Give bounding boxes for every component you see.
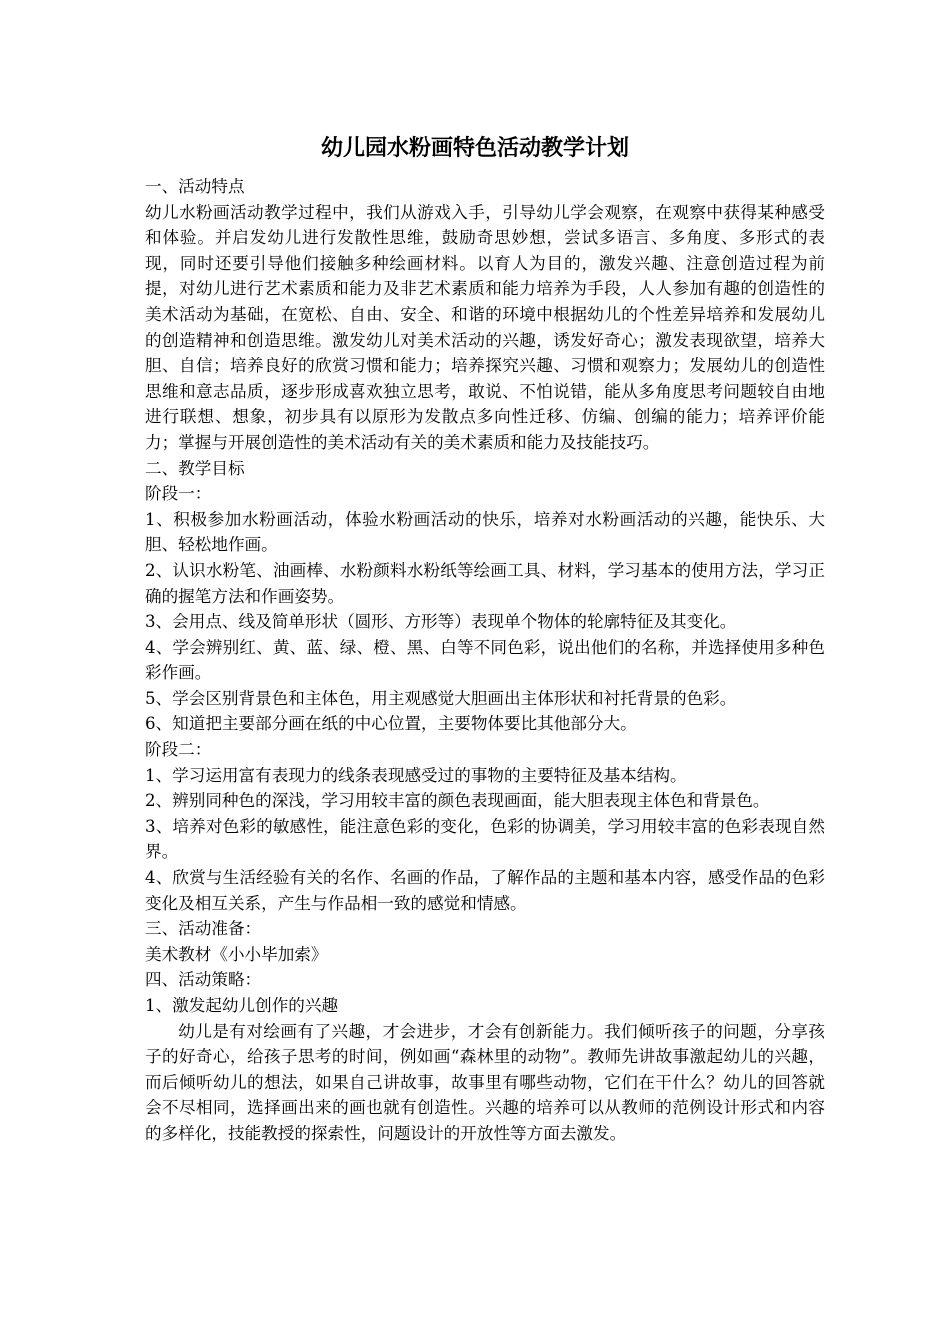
stage-one-heading: 阶段一： bbox=[145, 484, 212, 504]
stage-one-item: 6、知道把主要部分画在纸的中心位置，主要物体要比其他部分大。 bbox=[145, 714, 637, 734]
section-heading-strategy: 四、活动策略： bbox=[145, 970, 262, 990]
stage-one-item: 5、学会区别背景色和主体色，用主观感觉大胆画出主体形状和衬托背景的色彩。 bbox=[145, 688, 737, 708]
paragraph-strategy: 幼儿是有对绘画有了兴趣，才会进步，才会有创新能力。我们倾听孩子的问题，分享孩子的好奇心，给孩子思考的时间，例如画“森林里的动物”。教师先讲故事激起幼儿的兴趣，而后倾听幼儿的想法，如果自己讲故事，故事里有哪些动物，它们在干什么？幼儿的回答就会不尽相同，选择画出来的画也就有创造性。兴趣的培养可以从教师的范例设计形式和内容的多样化，技能教授的探索性，问题设计的开放性等方面去激发。 bbox=[145, 1021, 825, 1143]
section-heading-goals: 二、教学目标 bbox=[145, 458, 245, 478]
section-heading-preparation: 三、活动准备： bbox=[145, 919, 262, 939]
stage-one-item: 3、会用点、线及简单形状（圆形、方形等）表现单个物体的轮廓特征及其变化。 bbox=[145, 612, 737, 632]
preparation-material: 美术教材《小小毕加索》 bbox=[145, 944, 328, 964]
stage-one-item: 1、积极参加水粉画活动，体验水粉画活动的快乐，培养对水粉画活动的兴趣，能快乐、大胆、轻松地作画。 bbox=[145, 509, 825, 555]
stage-one-item: 2、认识水粉笔、油画棒、水粉颜料水粉纸等绘画工具、材料，学习基本的使用方法，学习正确的握笔方法和作画姿势。 bbox=[145, 560, 825, 606]
document-title: 幼儿园水粉画特色活动教学计划 bbox=[320, 136, 629, 161]
paragraph-features: 幼儿水粉画活动教学过程中，我们从游戏入手，引导幼儿学会观察，在观察中获得某种感受和体验。并启发幼儿进行发散性思维，鼓励奇思妙想，尝试多语言、多角度、多形式的表现，同时还要引导他们接触多种绘画材料。以育人为目的，激发兴趣、注意创造过程为前提，对幼儿进行艺术素质和能力及非艺术素质和能力培养为手段，人人参加有趣的创造性的美术活动为基础，在宽松、自由、安全、和谐的环境中根据幼儿的个性差异培养和发展幼儿的创造精神和创造思维。激发幼儿对美术活动的兴趣，诱发好奇心；激发表现欲望，培养大胆、自信；培养良好的欣赏习惯和能力；培养探究兴趣、习惯和观察力；发展幼儿的创造性思维和意志品质，逐步形成喜欢独立思考，敢说、不怕说错，能从多角度思考问题较自由地进行联想、想象，初步具有以原形为发散点多向性迁移、仿编、创编的能力；培养评价能力；掌握与开展创造性的美术活动有关的美术素质和能力及技能技巧。 bbox=[145, 202, 825, 452]
document-body bbox=[145, 174, 825, 1147]
stage-two-item: 2、辨别同种色的深浅，学习用较丰富的颜色表现画面，能大胆表现主体色和背景色。 bbox=[145, 791, 770, 811]
stage-two-item: 3、培养对色彩的敏感性，能注意色彩的变化，色彩的协调美，学习用较丰富的色彩表现自然界。 bbox=[145, 816, 825, 862]
stage-two-heading: 阶段二： bbox=[145, 740, 212, 760]
stage-one-item: 4、学会辨别红、黄、蓝、绿、橙、黑、白等不同色彩，说出他们的名称，并选择使用多种色彩作画。 bbox=[145, 637, 825, 683]
strategy-subheading: 1、激发起幼儿创作的兴趣 bbox=[145, 996, 339, 1015]
stage-two-item: 4、欣赏与生活经验有关的名作、名画的作品，了解作品的主题和基本内容，感受作品的色彩变化及相互关系，产生与作品相一致的感觉和情感。 bbox=[145, 868, 825, 913]
section-heading-features: 一、活动特点 bbox=[145, 177, 245, 196]
stage-two-item: 1、学习运用富有表现力的线条表现感受过的事物的主要特征及基本结构。 bbox=[145, 765, 687, 785]
